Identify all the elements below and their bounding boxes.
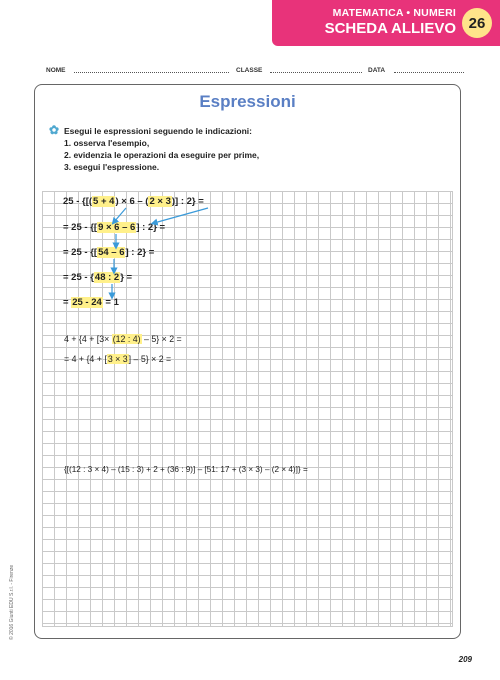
highlight: 48 : 2 xyxy=(94,272,120,283)
squared-paper[interactable] xyxy=(42,191,453,627)
sheet-type-label: SCHEDA ALLIEVO xyxy=(324,20,456,37)
highlight: 2 × 3 xyxy=(149,196,171,207)
example-line: = 25 - {[54 – 6] : 2} = xyxy=(63,247,155,258)
highlight: (12 : 4) xyxy=(112,334,141,344)
date-label: DATA xyxy=(368,67,386,74)
class-field[interactable] xyxy=(270,72,362,73)
instruction-step: 1. osserva l'esempio, xyxy=(64,138,150,148)
example-line: = 25 - 24 = 1 xyxy=(63,297,119,308)
copyright-credit: © 2016 Giunti EDU S.r.l. - Firenze xyxy=(9,564,15,640)
page-number: 209 xyxy=(458,655,472,664)
arrow-icon xyxy=(42,191,453,331)
instruction-main: Esegui le espressioni seguendo le indicazioni: xyxy=(64,126,252,136)
subject-label: MATEMATICA • NUMERI xyxy=(332,7,456,19)
sheet-number-badge: 26 xyxy=(462,8,492,38)
date-field[interactable] xyxy=(394,72,464,73)
page-title: Espressioni xyxy=(199,92,296,111)
worksheet-frame xyxy=(34,84,461,639)
example-line: = 25 - {48 : 2} = xyxy=(63,272,133,283)
exercise-line: 4 + {4 + [3× (12 : 4) – 5} × 2 = xyxy=(64,334,182,344)
highlight: 3 × 3 xyxy=(107,354,128,364)
example-line: = 25 - {[9 × 6 – 6] : 2} = xyxy=(63,222,166,233)
header-band xyxy=(272,0,500,46)
flower-icon: ✿ xyxy=(49,123,60,137)
highlight: 25 - 24 xyxy=(72,297,102,308)
exercise-line: {[(12 : 3 × 4) – (15 : 3) + 2 + (36 : 9)] – [51: 17 + (3 × 3) – (2 × 4)]} = xyxy=(64,465,308,474)
instruction-step: 2. evidenzia le operazioni da eseguire per prime, xyxy=(64,150,260,160)
highlight: 9 × 6 – 6 xyxy=(98,222,136,233)
name-label: NOME xyxy=(46,67,66,74)
highlight: 5 + 4 xyxy=(93,196,115,207)
exercise-line: = 4 + {4 + [3 × 3] – 5} × 2 = xyxy=(64,354,172,364)
example-line: 25 - {[(5 + 4) × 6 – (2 × 3)] : 2} = xyxy=(63,196,204,207)
name-field[interactable] xyxy=(74,72,229,73)
highlight: 54 – 6 xyxy=(98,247,125,258)
class-label: CLASSE xyxy=(236,67,263,74)
instruction-step: 3. esegui l'espressione. xyxy=(64,162,160,172)
